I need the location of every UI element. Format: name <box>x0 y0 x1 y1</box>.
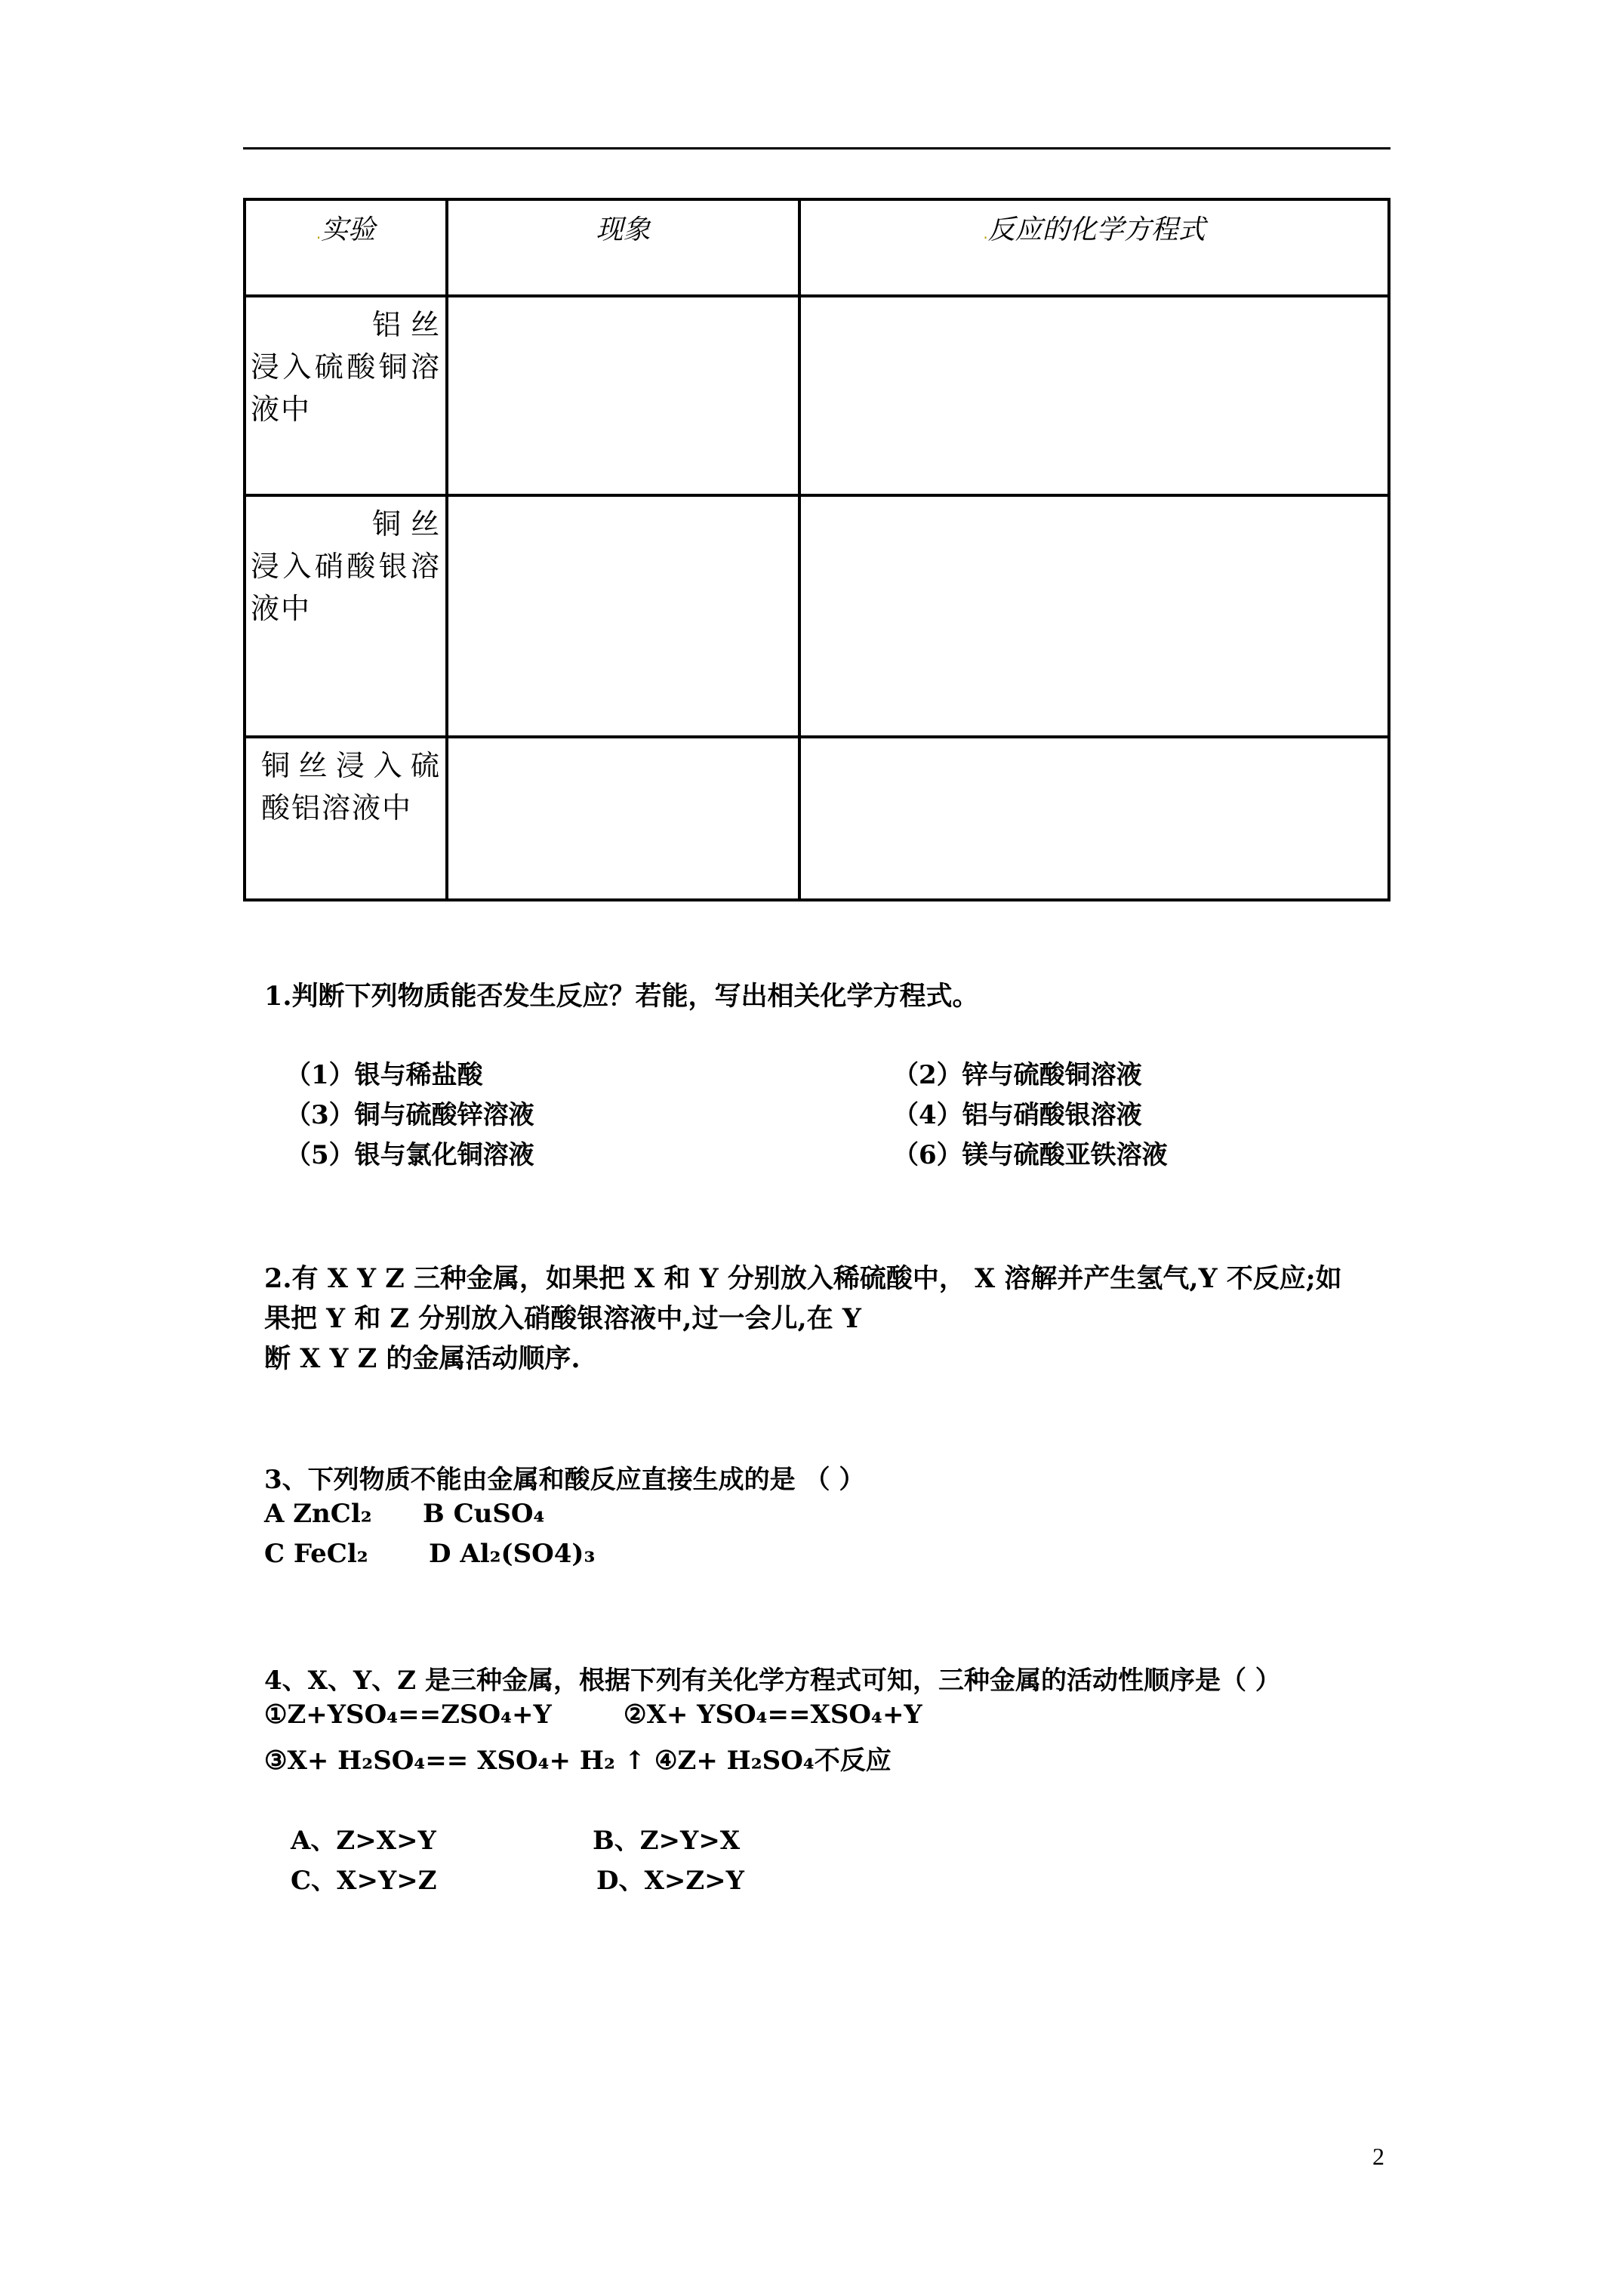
q3-option-c: C FeCl₂ <box>264 1539 368 1569</box>
equation-cell <box>799 296 1389 495</box>
phenomenon-cell <box>447 737 799 900</box>
table-header-row <box>245 199 1389 296</box>
q4-equation-3: ③X+ H₂SO₄== XSO₄+ H₂ ↑ ④Z+ H₂SO₄不反应 <box>264 1746 892 1776</box>
q1-item-3: （3）铜与硫酸锌溶液 <box>285 1100 534 1130</box>
equation-cell <box>799 495 1389 737</box>
q2-line-2: 果把 Y 和 Z 分别放入硝酸银溶液中,过一会儿,在 Y <box>264 1303 861 1334</box>
phenomenon-cell <box>447 296 799 495</box>
experiment-table <box>243 198 1390 901</box>
table-row <box>245 737 1389 900</box>
header-cell-equation: .反应的化学方程式 <box>799 199 1389 296</box>
q1-item-6: （6）镁与硫酸亚铁溶液 <box>893 1140 1168 1170</box>
q4-equation-2: ②X+ YSO₄==XSO₄+Y <box>624 1700 922 1730</box>
experiment-cell: 铝丝浸入硫酸铜溶液中 <box>245 296 447 495</box>
q1-item-4: （4）铝与硝酸银溶液 <box>893 1100 1142 1130</box>
q2-line-3: 断 X Y Z 的金属活动顺序. <box>264 1343 581 1374</box>
table-row <box>245 495 1389 737</box>
q3-option-b: B CuSO₄ <box>423 1499 545 1529</box>
header-rule <box>243 147 1390 149</box>
q1-item-2: （2）锌与硫酸铜溶液 <box>893 1060 1142 1090</box>
q3-option-d: D Al₂(SO4)₃ <box>429 1539 596 1569</box>
header-cell-experiment: .实验 <box>245 199 447 296</box>
experiment-cell: 铜丝浸入硫酸铝溶液中 <box>245 737 447 900</box>
q4-equation-1: ①Z+YSO₄==ZSO₄+Y <box>264 1700 552 1730</box>
q4-option-a: A、Z>X>Y <box>291 1826 436 1856</box>
page-number: 2 <box>1372 2143 1384 2170</box>
q3-option-a: A ZnCl₂ <box>264 1499 372 1529</box>
q1-title: 1.判断下列物质能否发生反应？若能，写出相关化学方程式。 <box>264 981 979 1012</box>
table-row <box>245 296 1389 495</box>
equation-cell <box>799 737 1389 900</box>
q1-item-1: （1）银与稀盐酸 <box>285 1060 483 1090</box>
header-cell-phenomenon: 现象 <box>447 199 799 296</box>
q4-title: 4、X、Y、Z 是三种金属，根据下列有关化学方程式可知，三种金属的活动性顺序是（ ） <box>264 1666 1281 1696</box>
q3-title: 3、下列物质不能由金属和酸反应直接生成的是 （ ） <box>264 1465 865 1495</box>
phenomenon-cell <box>447 495 799 737</box>
q4-option-c: C、X>Y>Z <box>291 1866 437 1896</box>
q4-option-d: D、X>Z>Y <box>596 1866 744 1896</box>
q2-line-1: 2.有 X Y Z 三种金属，如果把 X 和 Y 分别放入稀硫酸中， X 溶解并产生氢气,Y 不反应;如 <box>264 1263 1342 1294</box>
q1-item-5: （5）银与氯化铜溶液 <box>285 1140 534 1170</box>
experiment-cell: 铜丝浸入硝酸银溶液中 <box>245 495 447 737</box>
q4-option-b: B、Z>Y>X <box>593 1826 741 1856</box>
